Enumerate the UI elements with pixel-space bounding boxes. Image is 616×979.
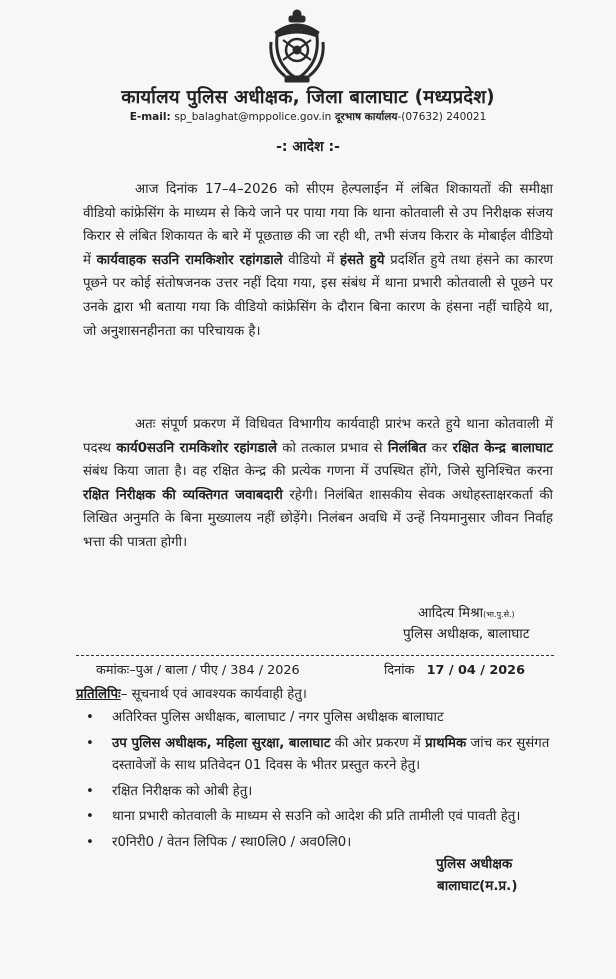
phone-number: -(07632) 240021	[397, 111, 487, 123]
signatory-name	[418, 603, 515, 621]
bullet-icon: •	[86, 710, 94, 725]
reference-date	[384, 660, 525, 678]
reference-number: कमांकः–पुअ / बाला / पीए / 384 / 2026	[96, 663, 300, 678]
copy-to-label: प्रतिलिपिः	[76, 687, 121, 702]
bullet-icon: •	[86, 809, 94, 824]
bullet-icon: •	[86, 834, 94, 850]
list-item	[86, 707, 556, 730]
copy-to-heading	[76, 684, 307, 702]
date-value: 17 / 04 / 2026	[426, 663, 525, 678]
contact-line	[0, 110, 616, 124]
bottom-signature-title: पुलिस अधीक्षक	[436, 856, 513, 872]
divider	[76, 655, 554, 656]
copy-to-purpose: – सूचनार्थ एवं आवश्यक कार्यवाही हेतु।	[120, 687, 307, 702]
paragraph-text: को तत्काल प्रभाव से	[276, 440, 388, 456]
bullet-icon: •	[86, 783, 94, 799]
list-item-text: जांच कर सुसंगत दस्तावेजों के साथ प्रतिवेदन 01 दिवस के भीतर प्रस्तुत करने हेतु।	[112, 735, 550, 773]
paragraph-text: संबंध किया जाता है। वह रक्षित केन्द्र की प्रत्येक गणना में उपस्थित होंगे, जिसे सुनिश्चित करना	[83, 464, 554, 480]
paragraph-text: रहेगी। निलंबित शासकीय सेवक अधोहस्ताक्षरकर्ता की लिखित अनुमति के बिना मुख्यालय नहीं छोड़ेंगे। निलंबन अवधि में उन्हें नियमानुसार जीवन निर्वाह भत्ता की पात्रता होगी।	[83, 487, 554, 550]
paragraph-text: वीडियो में	[282, 252, 341, 268]
email-label: E-mail:	[129, 111, 175, 123]
list-item	[86, 733, 556, 778]
list-item-text: र0निरी0 / वेतन लिपिक / स्था0लि0 / अव0लि0।	[112, 834, 352, 850]
list-item-text: की ओर प्रकरण में	[330, 735, 426, 751]
copy-to-list	[86, 707, 556, 857]
service-tag: (भा.पु.से.)	[483, 610, 515, 619]
signatory-designation: पुलिस अधीक्षक, बालाघाट	[403, 626, 530, 642]
paragraph-text: प्रदर्शित हुये तथा हंसने का कारण पूछने पर कोई संतोषजनक उत्तर नहीं दिया गया, इस संबंध में थाना प्रभारी कोतवाली से पूछने पर उनके द्वारा भी बताया गया कि वीडियो कांफ्रेसिंग के दौरान बिना कारण के हंसना नहीं चाहिये था, जो अनुशासनहीनता का परिचायक है।	[83, 252, 553, 339]
signatory-name-text: आदित्य मिश्रा	[418, 605, 484, 621]
list-item-text: रक्षित निरीक्षक को ओबी हेतु।	[112, 783, 253, 799]
paragraph-text: कर	[426, 440, 453, 456]
bottom-signature-place: बालाघाट(म.प्र.)	[437, 878, 518, 894]
police-emblem-icon	[263, 6, 331, 84]
list-item	[86, 806, 556, 829]
emphasis-text: निलंबित	[387, 440, 427, 456]
phone-label: दूरभाष कार्यालय	[331, 111, 398, 123]
paragraph-order	[83, 413, 553, 555]
list-item-text: उप पुलिस अधीक्षक, महिला सुरक्षा, बालाघाट	[112, 735, 331, 751]
date-label: दिनांक	[384, 663, 415, 678]
bullet-icon: •	[86, 735, 94, 751]
list-item-text: अतिरिक्त पुलिस अधीक्षक, बालाघाट / नगर पुलिस अधीक्षक बालाघाट	[112, 710, 444, 725]
order-heading: -: आदेश :-	[276, 139, 340, 155]
paragraph-text: अतः संपूर्ण प्रकरण में विधिवत विभागीय कार्यवाही प्रारंभ करते हुये थाना कोतवाली में पदस्थ	[83, 417, 553, 456]
emphasis-text: रक्षित निरीक्षक की व्यक्तिगत जवाबदारी	[83, 487, 283, 503]
list-item	[86, 781, 556, 804]
emphasis-text: हंसते हुये	[340, 252, 385, 268]
list-item-text: प्राथमिक	[425, 735, 467, 751]
emphasis-text: रक्षित केन्द्र बालाघाट	[452, 440, 553, 456]
office-title: कार्यालय पुलिस अधीक्षक, जिला बालाघाट (मध्यप्रदेश)	[121, 87, 495, 108]
officer-name: कार्य0सउनि रामकिशोर रहांगडाले	[116, 440, 277, 456]
email-address: sp_balaghat@mppolice.gov.in	[174, 111, 332, 123]
officer-name: कार्यवाहक सउनि रामकिशोर रहांगडाले	[96, 252, 283, 268]
paragraph-text: आज दिनांक 17–4–2026 को सीएम हेल्पलाईन में लंबित शिकायतों की समीक्षा वीडियो कांफ्रेसिंग के माध्यम से किये जाने पर पाया गया कि थाना कोतवाली से उप निरीक्षक संजय किरार से लंबित शिकायत के बारे में पूछताछ की जा रही थी, तभी संजय किरार के मोबाईल वीडियो में	[83, 182, 553, 268]
paragraph-incident	[83, 178, 553, 343]
list-item-text: थाना प्रभारी कोतवाली के माध्यम से सउनि को आदेश की प्रति तामीली एवं पावती हेतु।	[112, 809, 521, 824]
list-item	[86, 832, 556, 855]
